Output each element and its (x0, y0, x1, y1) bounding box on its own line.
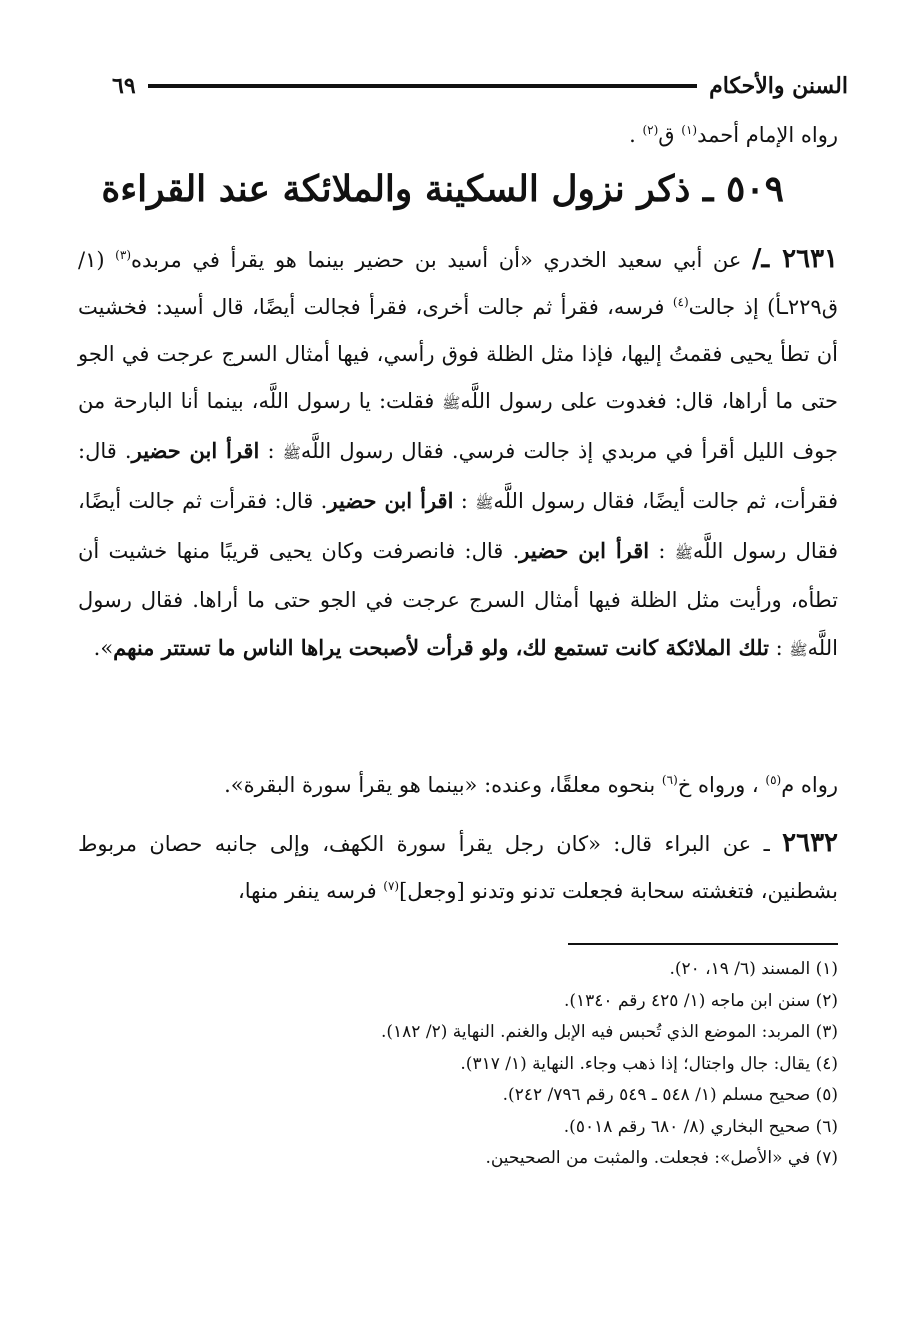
salla-glyph: ﷺ (475, 494, 494, 512)
header-rule (148, 84, 698, 88)
hadith-number: ٢٦٣٢ (782, 828, 838, 858)
footnote-6: (٦) صحيح البخاري (٨/ ٦٨٠ رقم ٥٠١٨). (563, 1116, 838, 1137)
hadith-2632 (78, 820, 838, 915)
footnote-ref: (٢) (642, 123, 659, 137)
hadith-text: . قال: فقرأت ثم جالت أيضًا، فقال رسول اللَّه (78, 489, 838, 563)
salla-glyph: ﷺ (442, 394, 461, 412)
footnote-ref: (١) (681, 123, 698, 137)
hadith-text: فرسه، فقرأ ثم جالت أخرى، فقرأ فجالت أيضًا، قال أسيد: فخشيت أن تطأ يحيى فقمتُ إليها، فإذا مثل الظلة فوق رأسي، فيها أمثال السرج عرجت في الجو حتى ما أراها، قال: فغدوت على رسول اللَّه (78, 295, 838, 413)
intro-text: ق (658, 123, 682, 147)
chapter-heading: ٥٠٩ ـ ذكر نزول السكينة والملائكة عند القراءة (101, 168, 784, 210)
hadith-text: (١/ق٢٢٩ـأ) إذ جالت (78, 248, 838, 319)
footnote-3: (٣) المربد: الموضع الذي تُحبس فيه الإبل والغنم. النهاية (٢/ ١٨٢). (381, 1022, 838, 1042)
footnotes (78, 954, 838, 1175)
hadith-text: فرسه ينفر منها، (237, 879, 384, 903)
footnote-ref: (٣) (115, 248, 131, 262)
footnote-1: (١) المسند (٦/ ١٩، ٢٠). (669, 959, 838, 979)
prophet-speech: اقرأ ابن حضير (327, 488, 454, 513)
page-number: ٦٩ (112, 73, 136, 99)
hadith-number: ٢٦٣١ ـ/ (752, 244, 839, 274)
footnote-ref: (٥) (765, 773, 782, 787)
hadith-text: عن أبي سعيد الخدري «أن أسيد بن حضير بينما هو يقرأ في مربده (131, 248, 753, 272)
hadith-text: . قال: فانصرفت وكان يحيى قريبًا منها خشيت أن تطأه، ورأيت مثل الظلة فيها أمثال السرج عرجت في الجو حتى ما أراها. فقال رسول اللَّه (78, 539, 838, 660)
prophet-speech: اقرأ ابن حضير (131, 438, 260, 463)
hadith-2631 (78, 236, 838, 674)
prophet-speech: تلك الملائكة كانت تستمع لك، ولو قرأت لأصبحت يراها الناس ما تستتر منهم (113, 635, 769, 660)
footnote-ref: (٧) (383, 879, 400, 893)
footnote-separator (568, 943, 838, 945)
hadith-text: . قال: فقرأت، ثم جالت أيضًا، فقال رسول اللَّه (78, 439, 838, 513)
footnote-ref: (٦) (661, 773, 678, 787)
hadith-text: : (768, 636, 790, 660)
salla-glyph: ﷺ (282, 444, 301, 462)
intro-line (78, 112, 838, 159)
note-text: ، ورواه خ (677, 773, 766, 797)
intro-text: رواه الإمام أحمد (697, 123, 838, 147)
intro-text: . (629, 123, 643, 147)
salla-glyph: ﷺ (789, 641, 808, 659)
header-title: السنن والأحكام (709, 73, 848, 99)
hadith-text: ». (93, 636, 114, 660)
footnote-7: (٧) في «الأصل»: فجعلت. والمثبت من الصحيحين. (485, 1148, 838, 1168)
running-header (112, 66, 848, 106)
narration-note (78, 762, 838, 809)
footnote-4: (٤) يقال: جال واجتال؛ إذا ذهب وجاء. النهاية (١/ ٣١٧). (460, 1053, 838, 1074)
hadith-text: : (259, 439, 283, 463)
prophet-speech: اقرأ ابن حضير (519, 538, 650, 563)
footnote-2: (٢) سنن ابن ماجه (١/ ٤٢٥ رقم ١٣٤٠). (563, 990, 838, 1011)
footnote-ref: (٤) (672, 295, 689, 309)
note-text: بنحوه معلقًا، وعنده: «بينما هو يقرأ سورة البقرة». (224, 773, 662, 797)
note-text: رواه م (781, 773, 838, 797)
hadith-text: ـ عن البراء قال: «كان رجل يقرأ سورة الكهف، وإلى جانبه حصان مربوط بشطنين، فتغشته سحابة فجعلت تدنو وتدنو [وجعل] (78, 832, 838, 903)
hadith-text: فقلت: يا رسول اللَّه، بينما أنا البارحة من جوف الليل أقرأ في مربدي إذ جالت فرسي. فقال رسول اللَّه (78, 389, 838, 463)
salla-glyph: ﷺ (674, 544, 693, 562)
hadith-text: : (453, 489, 476, 513)
footnote-5: (٥) صحيح مسلم (١/ ٥٤٨ ـ ٥٤٩ رقم ٧٩٦/ ٢٤٢). (502, 1085, 838, 1105)
hadith-text: : (649, 539, 675, 563)
